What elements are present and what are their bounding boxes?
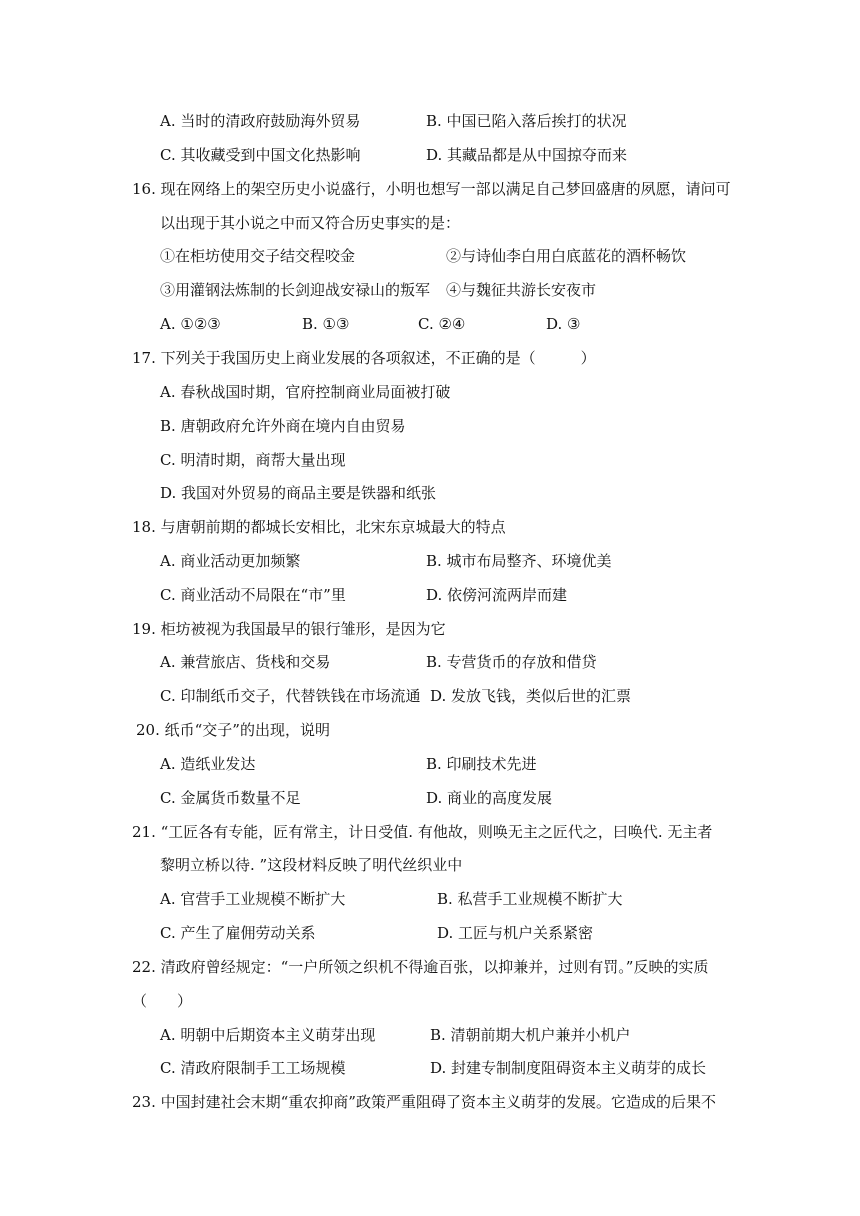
q16-stem-line2: 以出现于其小说之中而又符合历史事实的是： <box>160 214 461 232</box>
q18-option-c: C. 商业活动不局限在“市”里 <box>160 586 346 604</box>
q15-option-a: A. 当时的清政府鼓励海外贸易 <box>160 112 361 130</box>
q15-option-b: B. 中国已陷入落后挨打的状况 <box>426 112 627 130</box>
q17-option-c: C. 明清时期，商帮大量出现 <box>160 451 346 469</box>
q22-option-d: D. 封建专制制度阻碍资本主义萌芽的成长 <box>430 1059 707 1077</box>
q20-option-d: D. 商业的高度发展 <box>426 789 553 807</box>
q21-stem-line2: 黎明立桥以待. ”这段材料反映了明代丝织业中 <box>160 856 463 874</box>
q17-option-a: A. 春秋战国时期，官府控制商业局面被打破 <box>160 383 451 401</box>
q20-option-c: C. 金属货币数量不足 <box>160 789 301 807</box>
q16-option-d: D. ③ <box>546 315 581 333</box>
q17-stem: 17. 下列关于我国历史上商业发展的各项叙述，不正确的是（ ） <box>132 349 596 367</box>
q21-option-a: A. 官营手工业规模不断扩大 <box>160 890 346 908</box>
q15-option-c: C. 其收藏受到中国文化热影响 <box>160 146 361 164</box>
q19-option-d: D. 发放飞钱，类似后世的汇票 <box>430 687 632 705</box>
q17-option-b: B. 唐朝政府允许外商在境内自由贸易 <box>160 417 406 435</box>
q16-item-1: ①在柜坊使用交子结交程咬金 <box>160 247 356 265</box>
q21-option-d: D. 工匠与机户关系紧密 <box>437 924 594 942</box>
q21-stem-line1: 21. “工匠各有专能，匠有常主，计日受值. 有他故，则唤无主之匠代之，曰唤代. 无主者 <box>132 823 713 841</box>
q17-option-d: D. 我国对外贸易的商品主要是铁器和纸张 <box>160 484 437 502</box>
q22-stem-line2: （ ） <box>132 992 193 1010</box>
q18-option-d: D. 依傍河流两岸而建 <box>426 586 568 604</box>
q22-option-b: B. 清朝前期大机户兼并小机户 <box>430 1026 631 1044</box>
q18-stem: 18. 与唐朝前期的都城长安相比，北宋东京城最大的特点 <box>132 518 506 536</box>
q19-stem: 19. 柜坊被视为我国最早的银行雏形，是因为它 <box>132 620 446 638</box>
q21-option-b: B. 私营手工业规模不断扩大 <box>437 890 623 908</box>
q20-option-b: B. 印刷技术先进 <box>426 755 537 773</box>
q16-option-a: A. ①②③ <box>160 315 221 333</box>
q19-option-b: B. 专营货币的存放和借贷 <box>426 653 597 671</box>
q20-stem: 20. 纸币“交子”的出现，说明 <box>136 721 330 739</box>
q20-option-a: A. 造纸业发达 <box>160 755 256 773</box>
q21-option-c: C. 产生了雇佣劳动关系 <box>160 924 316 942</box>
q16-item-3: ③用灌钢法炼制的长剑迎战安禄山的叛军 <box>160 281 431 299</box>
q16-option-b: B. ①③ <box>302 315 350 333</box>
q15-option-d: D. 其藏品都是从中国掠夺而来 <box>426 146 628 164</box>
q19-option-c: C. 印制纸币交子，代替铁钱在市场流通 <box>160 687 421 705</box>
q16-stem-line1: 16. 现在网络上的架空历史小说盛行，小明也想写一部以满足自己梦回盛唐的夙愿，请问可 <box>132 180 731 198</box>
q18-option-b: B. 城市布局整齐、环境优美 <box>426 552 612 570</box>
q16-item-4: ④与魏征共游长安夜市 <box>446 281 597 299</box>
q16-option-c: C. ②④ <box>418 315 466 333</box>
q19-option-a: A. 兼营旅店、货栈和交易 <box>160 653 331 671</box>
q22-option-a: A. 明朝中后期资本主义萌芽出现 <box>160 1026 376 1044</box>
q22-option-c: C. 清政府限制手工工场规模 <box>160 1059 346 1077</box>
q16-item-2: ②与诗仙李白用白底蓝花的酒杯畅饮 <box>446 247 687 265</box>
q22-stem-line1: 22. 清政府曾经规定：“一户所领之织机不得逾百张，以抑兼并，过则有罚。”反映的实质 <box>132 958 709 976</box>
q18-option-a: A. 商业活动更加频繁 <box>160 552 301 570</box>
q23-stem-line1: 23. 中国封建社会末期“重农抑商”政策严重阻碍了资本主义萌芽的发展。它造成的后果不 <box>132 1093 716 1111</box>
